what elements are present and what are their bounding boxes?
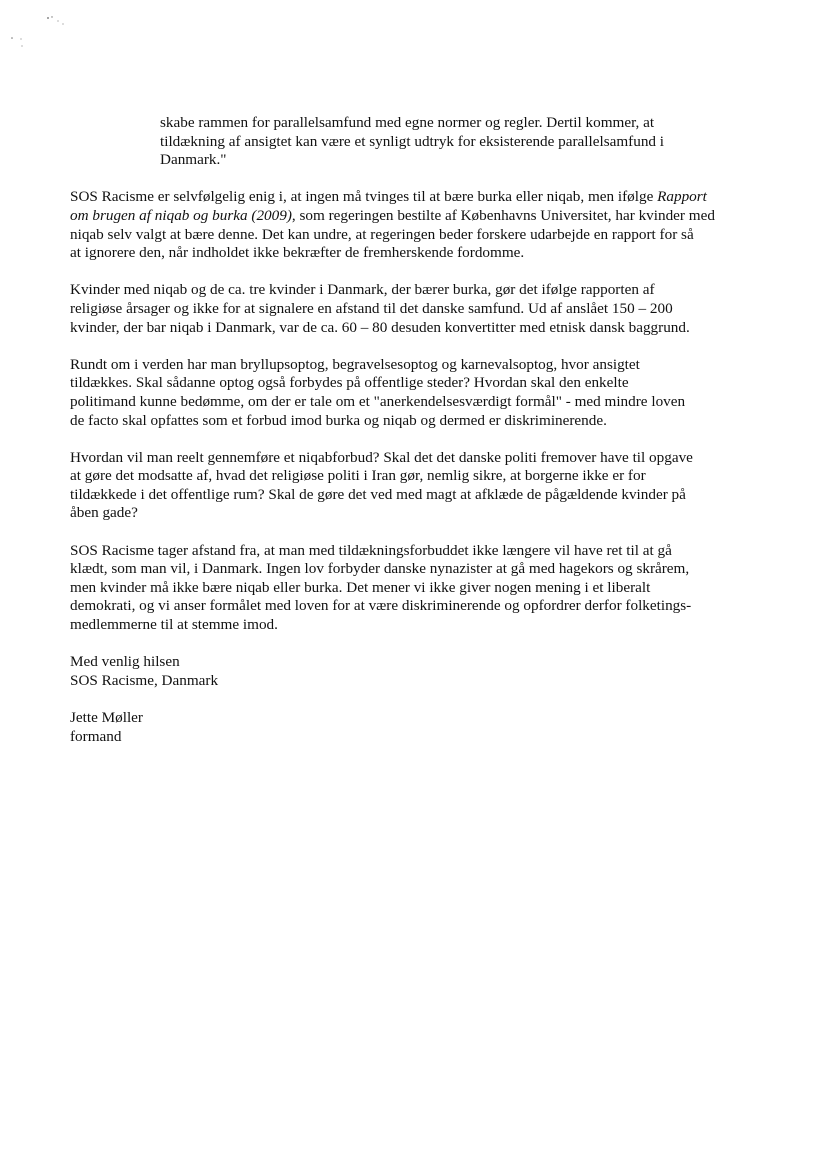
quote-line: Danmark." [160,151,227,169]
paragraph-line: at ignorere den, når indholdet ikke bekræfter de fremherskende fordomme. [70,244,525,262]
paragraph-text: SOS Racisme er selvfølgelig enig i, at ingen må tvinges til at bære burka eller niqab, men ifølge [70,188,658,206]
scan-specks [8,12,68,52]
quote-line: skabe rammen for parallelsamfund med egne normer og regler. Dertil kommer, at [160,114,655,131]
paragraph-line: Hvordan vil man reelt gennemføre et niqabforbud? Skal det det danske politi fremover have til opgave [70,448,693,466]
paragraph-line: SOS Racisme tager afstand fra, at man med tildækningsforbuddet ikke længere vil have ret til at gå [70,541,672,559]
closing [70,653,750,690]
paragraph-line: klædt, som man vil, i Danmark. Ingen lov forbyder danske nynazister at gå med hagekors og skrårem, [70,560,690,578]
paragraph-line: niqab selv valgt at bære denne. Det kan undre, at regeringen beder forskere udarbejde en rapport for så [70,225,694,243]
closing-organization: SOS Racisme, Danmark [70,671,219,689]
paragraph-line: religiøse årsager og ikke for at signalere en afstand til det danske samfund. Ud af anslået 150 – 200 [70,299,673,317]
quote-line: tildækning af ansigtet kan være et synligt udtryk for eksisterende parallelsamfund i [160,132,665,150]
paragraph-line: politimand kunne bedømme, om der er tale om et "anerkendelsesværdigt formål" - med mindre loven [70,392,686,410]
paragraph-processions [70,356,750,430]
report-title-part-2: om brugen af niqab og burka (2009) [70,206,292,224]
paragraph-enforcement [70,449,750,523]
paragraph-line: men kvinder må ikke bære niqab eller burka. Det mener vi ikke giver nogen mening i et liberalt [70,578,651,596]
paragraph-line [70,207,750,226]
paragraph-line: medlemmerne til at stemme imod. [70,616,278,634]
paragraph-line: demokrati, og vi anser formålet med loven for at være diskriminerende og opfordrer derfor folketings- [70,597,692,615]
signature-title: formand [70,727,122,745]
closing-greeting: Med venlig hilsen [70,653,180,671]
letter-body [70,114,750,765]
paragraph-line: tildækkede i det offentlige rum? Skal de gøre det ved med magt at afklæde de pågældende kvinder på [70,485,686,503]
report-title-part-1: Rapport [657,188,707,206]
paragraph-line: de facto skal opfattes som et forbud imod burka og niqab og dermed er diskriminerende. [70,411,607,429]
paragraph-niqab-women [70,281,750,337]
paragraph-line: åben gade? [70,504,138,522]
signature-block [70,709,750,746]
paragraph-line: kvinder, der bar niqab i Danmark, var de ca. 60 – 80 desuden konvertitter med etnisk dansk baggrund. [70,318,690,336]
paragraph-line [70,188,750,207]
paragraph-conclusion [70,542,750,635]
paragraph-line: tildækkes. Skal sådanne optog også forbydes på offentlige steder? Hvordan skal den enkelte [70,374,629,392]
signature-name: Jette Møller [70,709,143,726]
paragraph-line: at gøre det modsatte af, hvad det religiøse politi i Iran gør, nemlig sikre, at borgerne ikke er for [70,467,646,485]
paragraph-report [70,188,750,262]
paragraph-line: Kvinder med niqab og de ca. tre kvinder i Danmark, der bærer burka, gør det ifølge rapporten af [70,281,655,299]
paragraph-line: Rundt om i verden har man bryllupsoptog, begravelsesoptog og karnevalsoptog, hvor ansigtet [70,355,640,373]
quoted-text [160,114,730,170]
paragraph-text: , som regeringen bestilte af Københavns Universitet, har kvinder med [291,206,715,224]
